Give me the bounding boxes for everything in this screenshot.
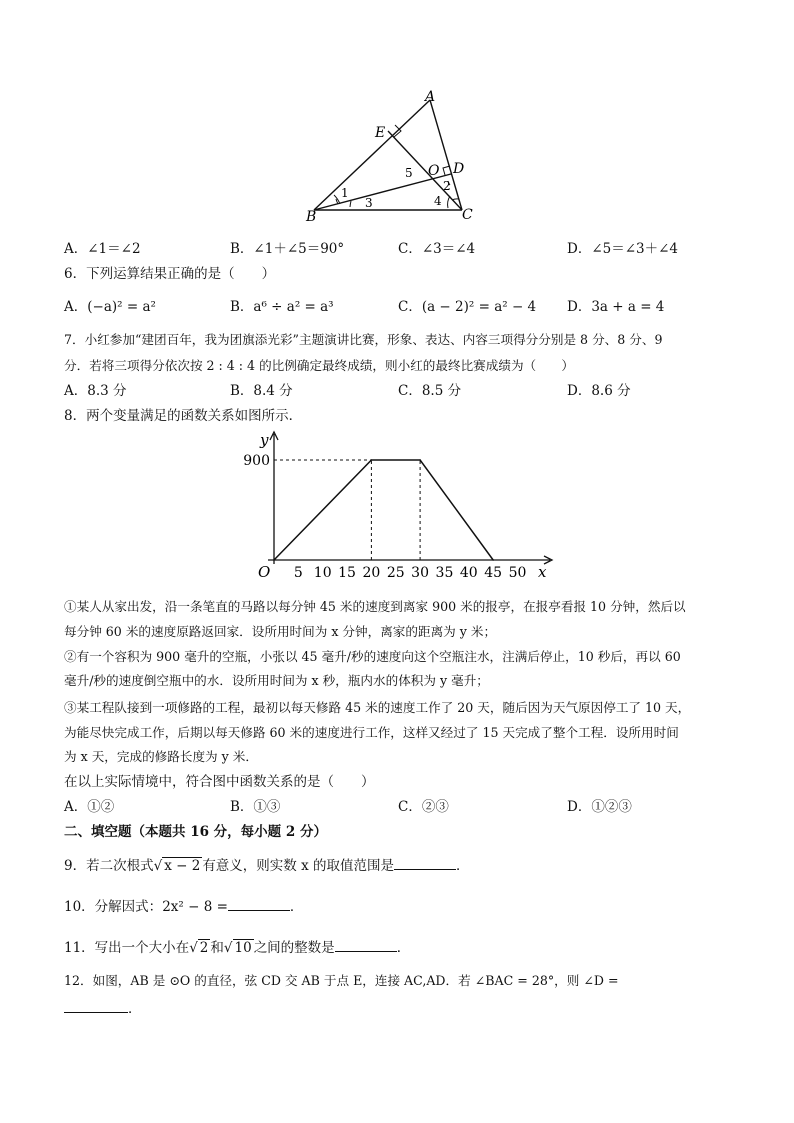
x-tick-label-45: 45 bbox=[484, 565, 503, 581]
q9-line bbox=[64, 854, 470, 874]
section-2-header: 二、填空题（本题共 16 分，每小题 2 分） bbox=[64, 824, 327, 840]
radical-sign: √ bbox=[153, 858, 163, 874]
q6-option-b: B．a⁶ ÷ a² = a³ bbox=[230, 299, 334, 315]
q5-option-d: D．∠5＝∠3＋∠4 bbox=[567, 241, 679, 257]
angle-label-1: 1 bbox=[341, 186, 349, 200]
radical-sign: √ bbox=[223, 940, 233, 956]
q7-stem-line1: 7．小红参加“建团百年，我为团旗添光彩”主题演讲比赛，形象、表达、内容三项得分分别是 8 分、8 分、9 bbox=[64, 332, 663, 347]
q9-suffix: 有意义，则实数 x 的取值范围是 bbox=[202, 858, 395, 874]
x-tick-label-50: 50 bbox=[508, 565, 527, 581]
q8-option-c: C．②③ bbox=[398, 799, 449, 815]
q8-option-d: D．①②③ bbox=[567, 799, 632, 815]
q8-option-a: A．①② bbox=[64, 799, 115, 815]
q8-scenario-1-line2: 每分钟 60 米的速度原路返回家．设所用时间为 x 分钟，离家的距离为 y 米； bbox=[64, 624, 497, 639]
q7-option-b: B．8.4 分 bbox=[230, 383, 293, 399]
origin-label: O bbox=[258, 563, 271, 581]
x-tick-label-40: 40 bbox=[459, 565, 478, 581]
q8-scenario-1-line1: ①某人从家出发，沿一条笔直的马路以每分钟 45 米的速度到离家 900 米的报亭，在报亭看报 10 分钟，然后以 bbox=[64, 599, 686, 614]
q6-option-a: A．(−a)² = a² bbox=[64, 299, 156, 315]
x-axis-label: x bbox=[538, 563, 547, 581]
vertex-label-o: O bbox=[428, 163, 440, 179]
angle-label-3: 3 bbox=[365, 196, 373, 210]
q10-end: ． bbox=[289, 899, 304, 915]
q5-option-c: C．∠3＝∠4 bbox=[398, 241, 476, 257]
q11-line bbox=[64, 936, 410, 956]
q5-option-b: B．∠1＋∠5＝90° bbox=[230, 241, 345, 257]
y-axis-label: y bbox=[260, 431, 269, 449]
x-tick-label-5: 5 bbox=[293, 565, 303, 581]
q11-suffix: 之间的整数是 bbox=[253, 940, 335, 956]
x-tick-label-30: 30 bbox=[411, 565, 430, 581]
angle-label-2: 2 bbox=[443, 179, 451, 193]
q11-radicand-2: 10 bbox=[234, 940, 252, 956]
q12-answer-blank[interactable] bbox=[64, 1000, 128, 1013]
q11-prefix: 11．写出一个大小在 bbox=[64, 940, 190, 956]
vertex-label-e: E bbox=[375, 125, 386, 141]
series-point-2 bbox=[371, 459, 373, 461]
x-tick-label-20: 20 bbox=[362, 565, 381, 581]
triangle-figure bbox=[300, 85, 490, 225]
q7-option-d: D．8.6 分 bbox=[567, 383, 631, 399]
series-line-1 bbox=[274, 460, 493, 560]
q11-answer-blank[interactable] bbox=[335, 939, 397, 952]
vertex-label-c: C bbox=[462, 207, 473, 223]
function-graph bbox=[238, 428, 556, 585]
angle-label-5: 5 bbox=[405, 166, 413, 180]
vertex-label-a: A bbox=[425, 89, 436, 105]
series-point-1 bbox=[273, 559, 275, 561]
q8-scenario-2-line2: 毫升/秒的速度倒空瓶中的水．设所用时间为 x 秒，瓶内水的体积为 y 毫升； bbox=[64, 673, 489, 688]
x-tick-label-35: 35 bbox=[435, 565, 454, 581]
vertex-label-d: D bbox=[453, 161, 465, 177]
q8-stem: 8．两个变量满足的函数关系如图所示． bbox=[64, 408, 303, 424]
q8-question: 在以上实际情境中，符合图中函数关系的是（ ） bbox=[64, 774, 375, 790]
q12-line1: 12．如图，AB 是 ⊙O 的直径，弦 CD 交 AB 于点 E，连接 AC,AD．若 ∠BAC = 28°，则 ∠D = bbox=[64, 973, 619, 988]
q8-scenario-3-line2: 为能尽快完成工作，后期以每天修路 60 米的速度进行工作，这样又经过了 15 天完成了整个工程．设所用时间 bbox=[64, 725, 679, 740]
q8-scenario-3-line3: 为 x 天，完成的修路长度为 y 米． bbox=[64, 749, 258, 764]
q9-prefix: 9．若二次根式 bbox=[64, 858, 154, 874]
q5-option-a: A．∠1＝∠2 bbox=[64, 241, 141, 257]
q10-expression: 2x² − 8 = bbox=[162, 899, 228, 915]
x-tick-label-15: 15 bbox=[338, 565, 356, 581]
series-point-3 bbox=[419, 459, 421, 461]
x-tick-label-10: 10 bbox=[313, 565, 332, 581]
q8-option-b: B．①③ bbox=[230, 799, 281, 815]
q8-scenario-2-line1: ②有一个容积为 900 毫升的空瓶，小张以 45 毫升/秒的速度向这个空瓶注水，注满后停止，10 秒后，再以 60 bbox=[64, 649, 681, 664]
q11-radicand-1: 2 bbox=[199, 940, 209, 956]
series-point-4 bbox=[492, 559, 494, 561]
q9-answer-blank[interactable] bbox=[394, 857, 456, 870]
q12-end: ． bbox=[128, 1001, 142, 1017]
q7-option-c: C．8.5 分 bbox=[398, 383, 462, 399]
q7-option-a: A．8.3 分 bbox=[64, 383, 127, 399]
x-tick-label-25: 25 bbox=[386, 565, 405, 581]
q6-option-d: D．3a + a = 4 bbox=[567, 299, 665, 315]
q8-scenario-3-line1: ③某工程队接到一项修路的工程，最初以每天修路 45 米的速度工作了 20 天，随后因为天气原因停工了 10 天， bbox=[64, 700, 691, 715]
y-tick-label-900: 900 bbox=[243, 453, 270, 469]
q9-end: ． bbox=[456, 858, 470, 874]
q10-answer-blank[interactable] bbox=[228, 898, 290, 911]
q9-radicand: x − 2 bbox=[164, 858, 201, 874]
radical-sign: √ bbox=[189, 940, 198, 956]
q10-line bbox=[64, 895, 303, 915]
angle-label-4: 4 bbox=[434, 194, 442, 208]
q11-end: ． bbox=[396, 940, 411, 956]
q12-line2 bbox=[64, 997, 142, 1017]
q6-stem: 6．下列运算结果正确的是（ ） bbox=[64, 266, 276, 282]
q6-option-c: C．(a − 2)² = a² − 4 bbox=[398, 299, 537, 315]
vertex-label-b: B bbox=[306, 209, 317, 225]
q10-prefix: 10．分解因式： bbox=[64, 899, 163, 915]
q11-mid: 和 bbox=[210, 940, 224, 956]
q7-stem-line2: 分．若将三项得分依次按 2 : 4 : 4 的比例确定最终成绩，则小红的最终比赛成绩为（ ） bbox=[64, 358, 574, 373]
